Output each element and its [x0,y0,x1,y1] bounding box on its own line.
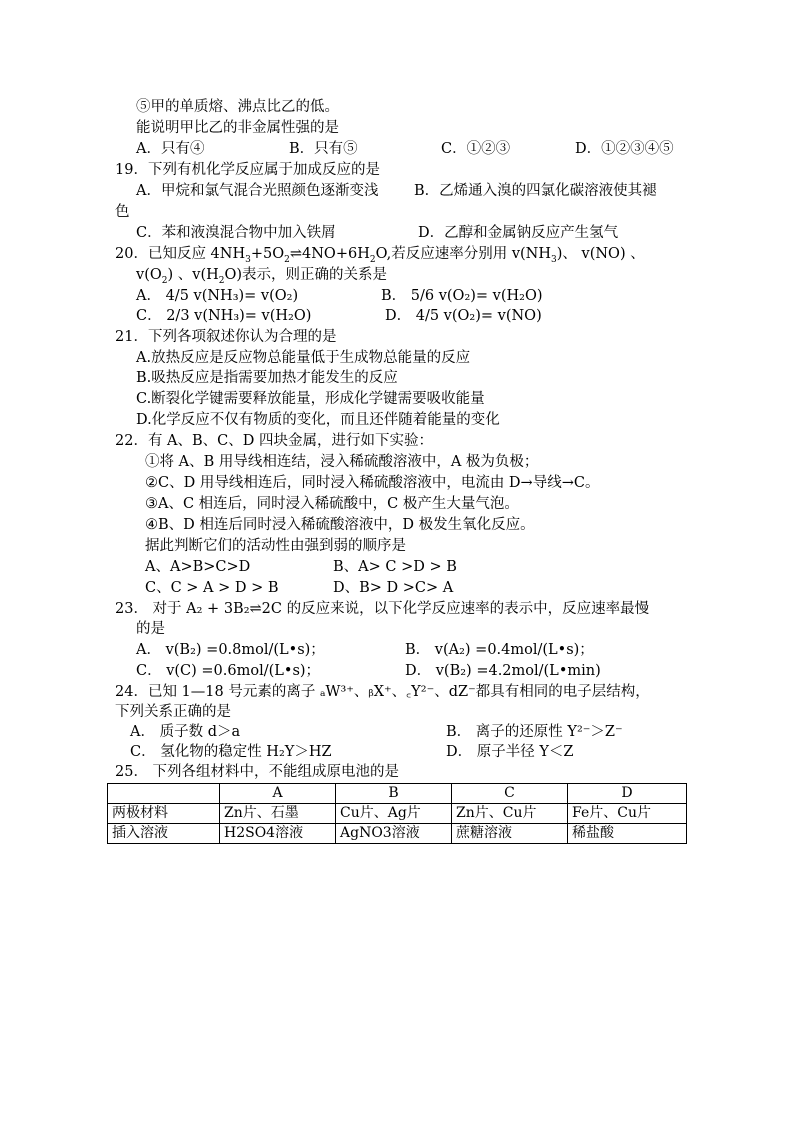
table-cell: 稀盐酸 [568,824,687,844]
table-header-cell: A [220,784,336,804]
table-cell: Cu片、Ag片 [336,804,452,824]
q18-option-a: A．只有④ [136,141,205,157]
q20-stem-line2: $v(O_2)$ 、$v(H_2O)$表示，则正确的关系是 [136,267,388,286]
q21-option-a: A.放热反应是反应物总能量低于生成物总能量的反应 [136,350,471,366]
q18-option-d: D．①②③④⑤ [575,141,674,157]
q22-experiment-4: ④B、D 相连后同时浸入稀硫酸溶液中，D 极发生氧化反应。 [145,517,535,533]
q20-line2-a: v(O [136,267,162,283]
q23-option-a: A． v(B₂) =0.8mol/(L•s)； [136,642,325,658]
q24-stem-line2: 下列关系正确的是 [115,704,231,720]
q22-stem: 22．有 A、B、C、D 四块金属，进行如下实验： [115,433,434,449]
q20-number: 20． [115,246,148,262]
q18-ask: 能说明甲比乙的非金属性强的是 [136,120,339,136]
q20-line2-c: O)表示，则正确的关系是 [224,267,388,283]
q20-lead: 已知反应 4NH [147,246,246,262]
q20-option-a: A． 4/5 v(NH₃)= v(O₂) [136,288,299,304]
q22-option-c: C、C > A > D > B [145,580,279,596]
q20-option-c: C． 2/3 v(NH₃)= v(H₂O) [136,308,312,324]
q19-option-a: A．甲烷和氯气混合光照颜色逐渐变浅 [136,183,379,199]
q21-option-c: C.断裂化学键需要释放能量，形成化学键需要吸收能量 [136,391,485,407]
table-cell: AgNO3溶液 [336,824,452,844]
table-cell: Fe片、Cu片 [568,804,687,824]
q24-option-c: C． 氢化物的稳定性 H₂Y＞HZ [130,744,332,760]
q22-option-a: A、A>B>C>D [145,559,251,575]
q23-option-b: B． v(A₂) =0.4mol/(L•s)； [405,642,594,658]
materials-table [107,783,687,844]
q20-option-d: D． 4/5 v(O₂)= v(NO) [385,308,542,324]
q20-option-b: B． 5/6 v(O₂)= v(H₂O) [381,288,543,304]
table-row [108,804,687,824]
reversible-arrow-icon: ⇌ [289,246,303,262]
q24-option-b: B． 离子的还原性 Y²⁻＞Z⁻ [446,724,623,740]
q20-eq-right: 4NO+6H [302,246,370,262]
q23-stem-line2: 的是 [136,621,165,637]
table-header-row [108,784,687,804]
q20-line2-b: ) 、v(H [167,267,219,283]
q19-option-b-wrap: 色 [115,204,130,220]
table-header-cell: B [336,784,452,804]
q22-ask: 据此判断它们的活动性由强到弱的顺序是 [145,538,406,554]
q22-option-b: B、A> C >D > B [333,559,457,575]
table-header-cell: D [568,784,687,804]
q22-experiment-3: ③A、C 相连后，同时浸入稀硫酸中，C 极产生大量气泡。 [145,496,519,512]
table-cell: 蔗糖溶液 [452,824,568,844]
table-cell: H2SO4溶液 [220,824,336,844]
table-header-cell: C [452,784,568,804]
q20-eq-tail: O,若反应速率分别用 v(NH [375,246,552,262]
q22-experiment-2: ②C、D 用导线相连后，同时浸入稀硫酸溶液中，电流由 D→导线→C。 [145,475,600,491]
q18-option-b: B．只有⑤ [289,141,358,157]
q18-item-5: ⑤甲的单质熔、沸点比乙的低。 [136,99,339,115]
q24-option-d: D． 原子半径 Y＜Z [446,744,574,760]
table-cell: Zn片、石墨 [220,804,336,824]
q24-option-a: A． 质子数 d＞a [130,724,241,740]
table-cell: Zn片、Cu片 [452,804,568,824]
q23-option-d: D． v(B₂) =4.2mol/(L•min) [405,663,601,679]
q21-stem: 21．下列各项叙述你认为合理的是 [115,329,337,345]
q24-stem: 24．已知 1—18 号元素的离子 ₐW³⁺、ᵦX⁺、꜀Y²⁻、dZ⁻都具有相同的电子层结构， [115,684,650,700]
q18-option-c: C．①②③ [441,141,511,157]
q19-option-c: C．苯和液溴混合物中加入铁屑 [136,225,336,241]
q21-option-d: D.化学反应不仅有物质的变化，而且还伴随着能量的变化 [136,412,500,428]
table-header-cell [108,784,220,804]
q22-experiment-1: ①将 A、B 用导线相连结，浸入稀硫酸溶液中，A 极为负极； [145,454,539,470]
q23-stem: 23． 对于 A₂ + 3B₂⇌2C 的反应来说，以下化学反应速率的表示中，反应速率最慢 [115,601,650,617]
q19-stem: 19．下列有机化学反应属于加成反应的是 [115,162,380,178]
q20-tail: )、 v(NO) 、 [556,246,645,262]
q21-option-b: B.吸热反应是指需要加热才能发生的反应 [136,370,398,386]
q20-eq-mid: +5O [250,246,285,262]
q25-stem: 25． 下列各组材料中，不能组成原电池的是 [115,764,400,780]
q19-option-b: B．乙烯通入溴的四氯化碳溶液使其褪 [414,183,657,199]
table-cell: 插入溶液 [108,824,220,844]
table-cell: 两极材料 [108,804,220,824]
q19-option-d: D．乙醇和金属钠反应产生氢气 [418,225,619,241]
q22-option-d: D、B> D >C> A [333,580,454,596]
q23-option-c: C． v(C) =0.6mol/(L•s)； [136,663,321,679]
table-row [108,824,687,844]
q20-stem: 20．已知反应 $4NH_3+5O_2\rightleftharpoons 4NO+6H_2O$,若反应速率分别用 $v(NH_3)$、 v(NO) 、 [115,246,645,265]
